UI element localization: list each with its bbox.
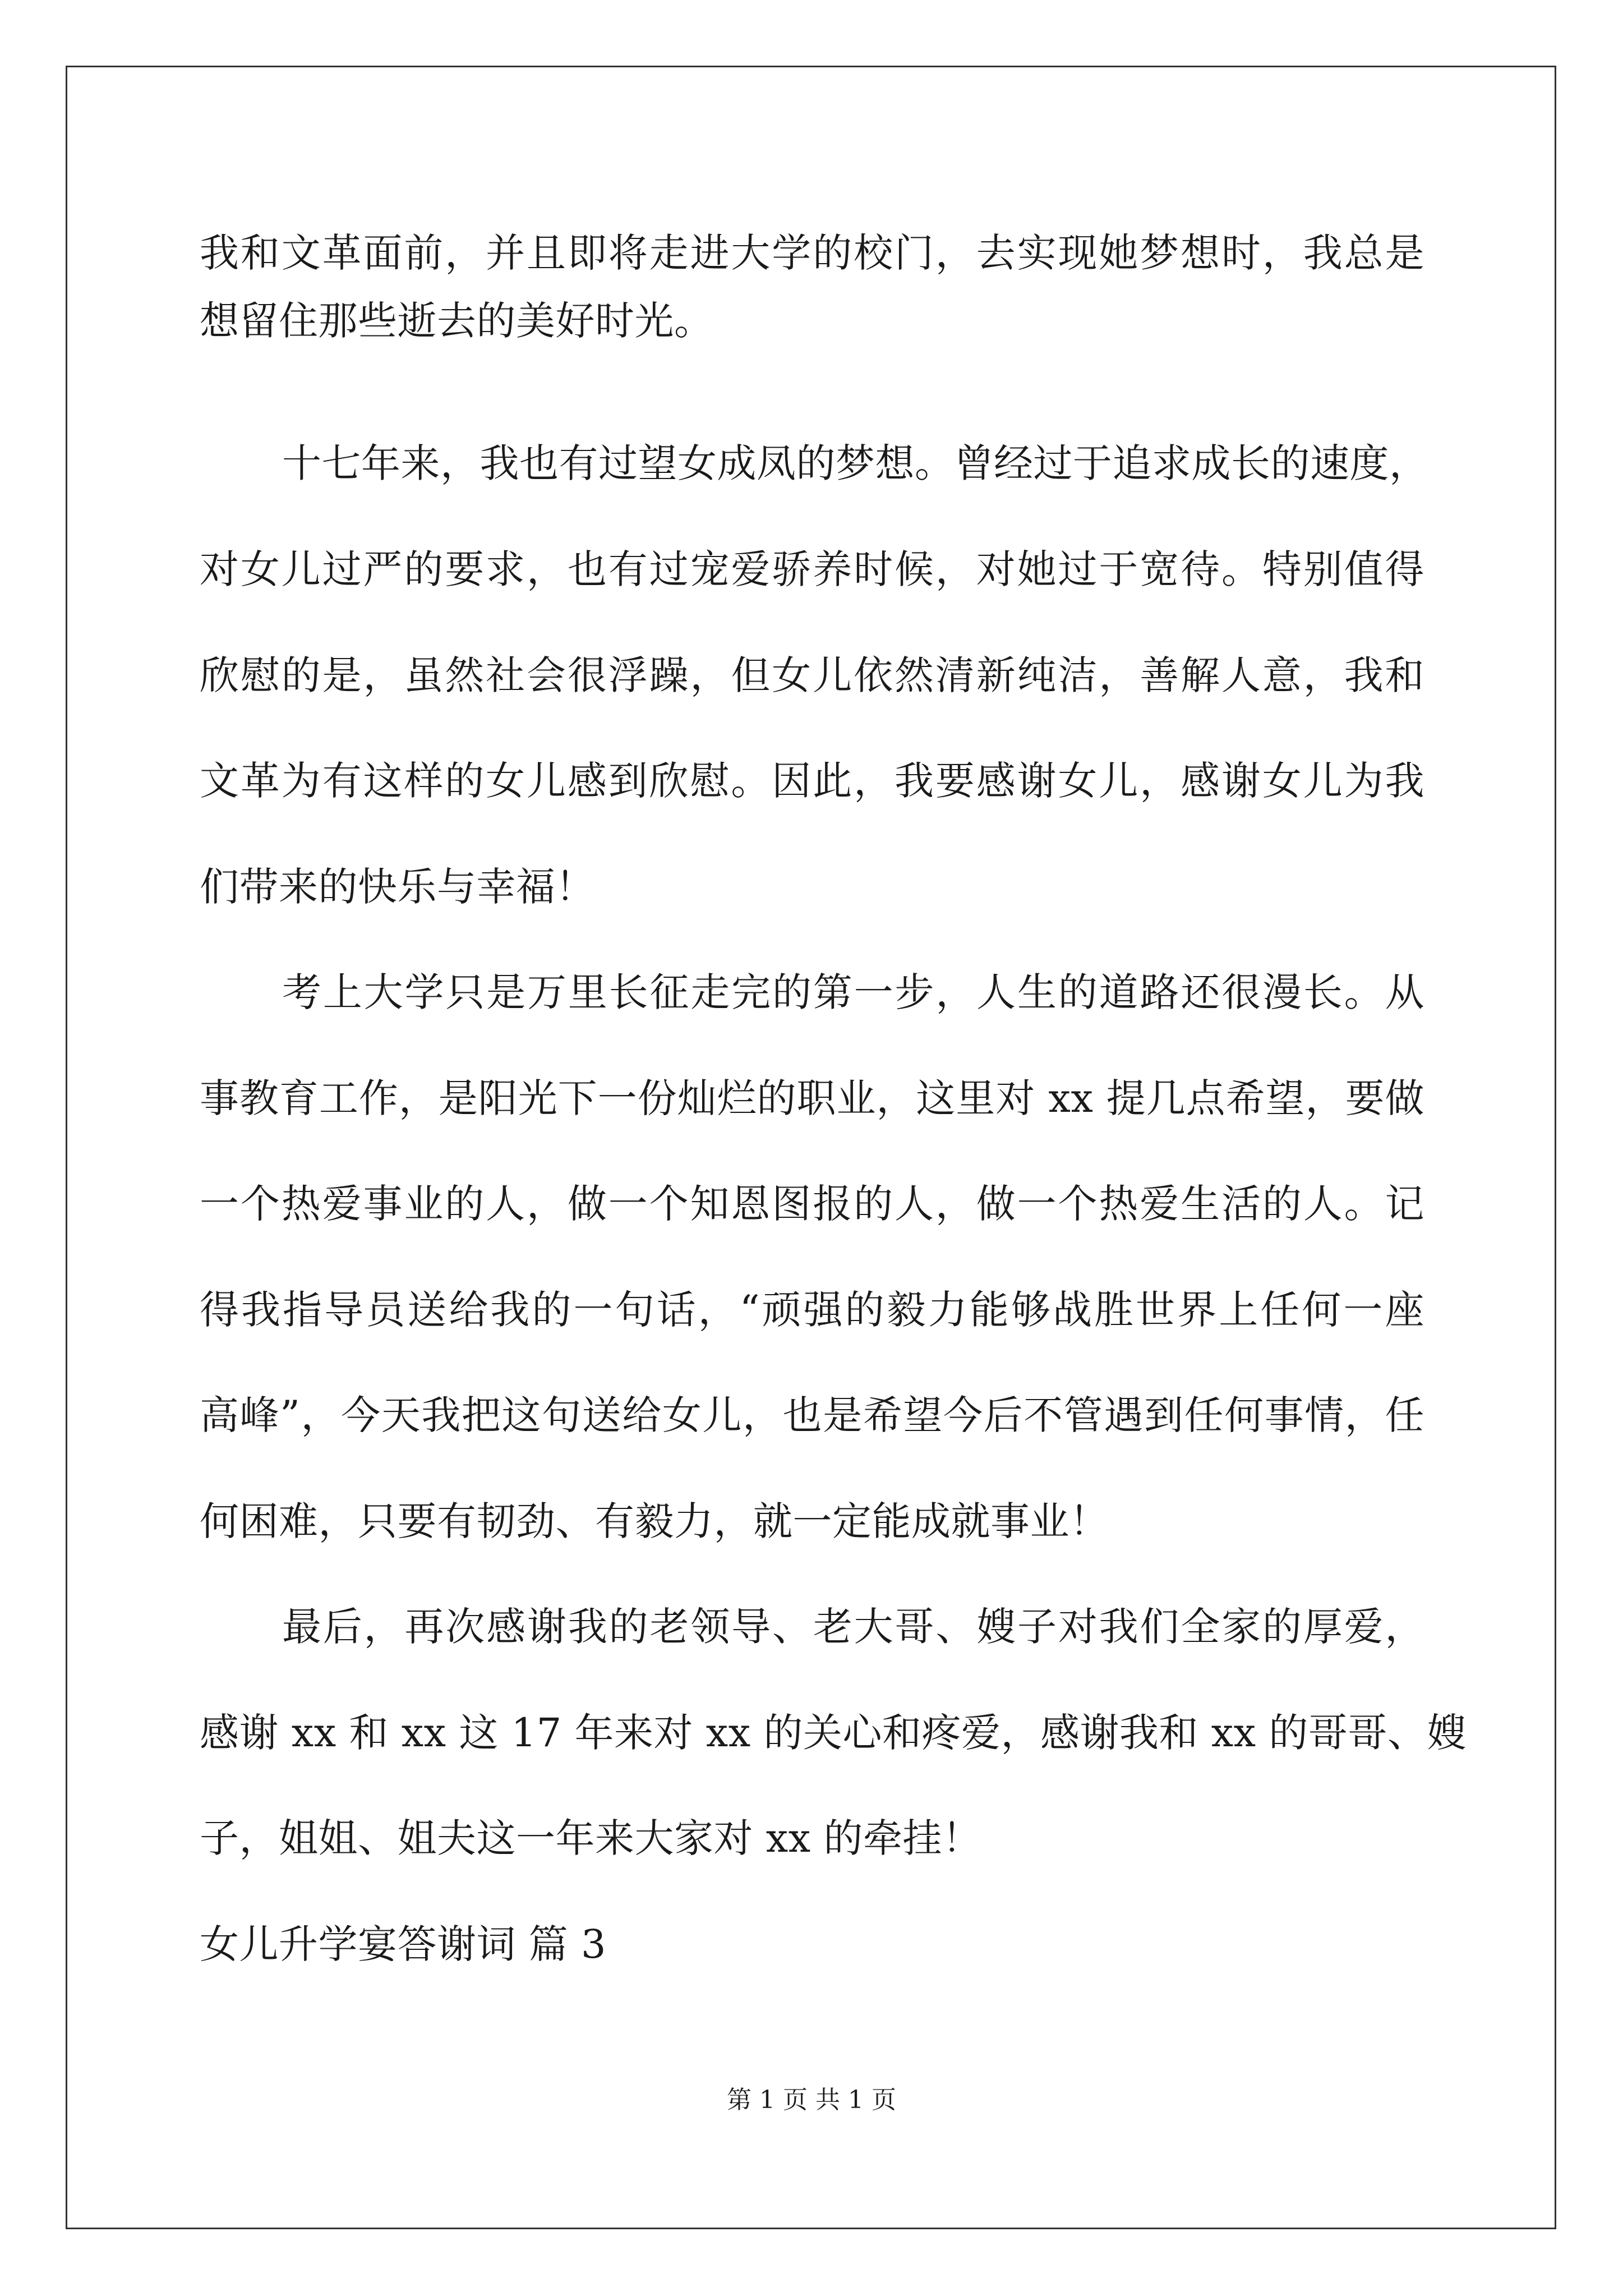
text-line: 文革为有这样的女儿感到欣慰。因此，我要感谢女儿，感谢女儿为我 xyxy=(200,758,1424,804)
text-line: 何困难，只要有韧劲、有毅力，就一定能成就事业！ xyxy=(200,1498,1109,1544)
text-line: 考上大学只是万里长征走完的第一步，人生的道路还很漫长。从 xyxy=(282,969,1424,1015)
text-line: 得我指导员送给我的一句话，“顽强的毅力能够战胜世界上任何一座 xyxy=(200,1287,1424,1333)
text-line: 最后，再次感谢我的老领导、老大哥、嫂子对我们全家的厚爱， xyxy=(282,1604,1424,1650)
section-heading: 女儿升学宴答谢词 篇 3 xyxy=(200,1921,607,1967)
text-line: 们带来的快乐与幸福！ xyxy=(200,864,595,910)
text-line: 事教育工作，是阳光下一份灿烂的职业，这里对 xx 提几点希望，要做 xyxy=(200,1075,1424,1121)
text-line: 感谢 xx 和 xx 这 17 年来对 xx 的关心和疼爱，感谢我和 xx 的哥哥、嫂 xyxy=(200,1710,1467,1756)
page-footer: 第 1 页 共 1 页 xyxy=(727,2086,896,2114)
text-line: 十七年来，我也有过望女成凤的梦想。曾经过于追求成长的速度， xyxy=(282,440,1429,486)
text-line: 子，姐姐、姐夫这一年来大家对 xx 的牵挂！ xyxy=(200,1815,982,1861)
text-line: 对女儿过严的要求，也有过宠爱骄养时候，对她过于宽待。特别值得 xyxy=(200,546,1424,592)
text-line: 一个热爱事业的人，做一个知恩图报的人，做一个热爱生活的人。记 xyxy=(200,1181,1424,1227)
text-line: 高峰”，今天我把这句送给女儿，也是希望今后不管遇到任何事情，任 xyxy=(200,1392,1424,1438)
page-border xyxy=(66,66,1556,2229)
text-line: 欣慰的是，虽然社会很浮躁，但女儿依然清新纯洁，善解人意，我和 xyxy=(200,652,1424,698)
text-line: 想留住那些逝去的美好时光。 xyxy=(200,298,714,344)
text-line: 我和文革面前，并且即将走进大学的校门，去实现她梦想时，我总是 xyxy=(200,230,1424,276)
